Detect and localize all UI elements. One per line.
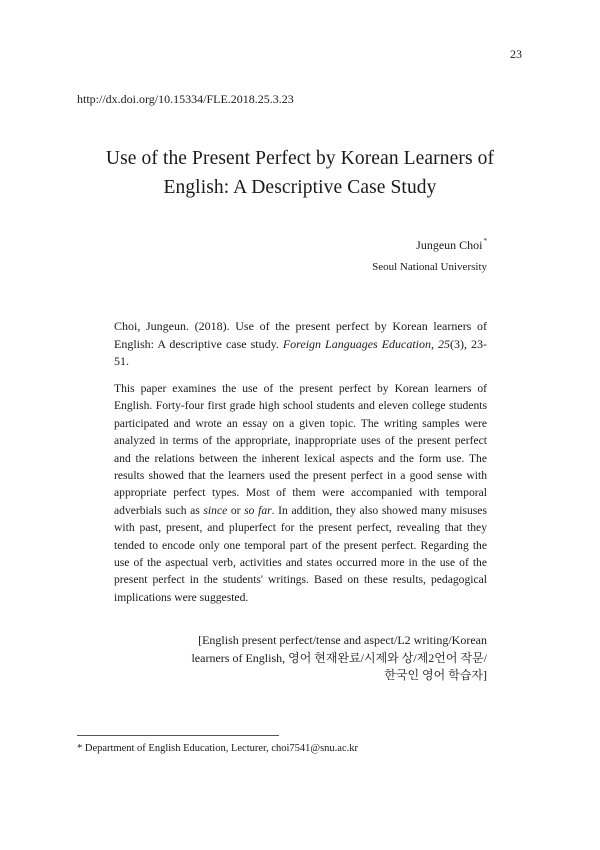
abstract-term-so-far: so far (244, 503, 272, 517)
citation (114, 318, 487, 371)
author-footnote-marker: * (483, 237, 487, 245)
abstract-part-1: This paper examines the use of the present perfect by Korean learners of English. Forty-four first grade high school students and eleven college students participated and wrote an essay on a given topic. The writing samples were analyzed in terms of the appropriate, inappropriate uses of the present perfect and the relations between the inherent lexical aspects and the form use. The results showed that the learners used the present perfect in a good sense with appropriate perfect types. Most of them were accompanied with temporal adverbials such as (114, 382, 487, 517)
abstract-connector: or (230, 503, 241, 517)
keywords-line-2: learners of English, 영어 현재완료/시제와 상/제2언어 작문/ (191, 650, 487, 665)
author-name (416, 238, 487, 253)
title-line-2: English: A Descriptive Case Study (163, 177, 437, 198)
author-name-text: Jungeun Choi (416, 238, 483, 252)
author-affiliation: Seoul National University (372, 261, 487, 273)
abstract-part-2: . In addition, they also showed many misuses with past, present, and pluperfect for the present perfect, revealing that they tended to encode only one temporal part of the present perfect. Regarding the use of the aspectual verb, activities and states occurred more in the use of the present perfect in the students' writings. Based on these results, pedagogical implications were suggested. (114, 503, 487, 604)
keywords (114, 632, 487, 685)
footnote-divider (77, 735, 279, 736)
keywords-line-1: [English present perfect/tense and aspect/L2 writing/Korean (198, 633, 487, 647)
citation-journal: Foreign Languages Education, (282, 336, 435, 351)
citation-rest: (3), 23-51. (114, 336, 488, 368)
doi-link[interactable]: http://dx.doi.org/10.15334/FLE.2018.25.3.23 (77, 92, 294, 106)
page-number: 23 (510, 47, 522, 61)
abstract (114, 380, 487, 606)
citation-prefix: Choi, Jungeun. (2018). Use of the present perfect by Korean learners of English: A descriptive case study. (114, 319, 487, 351)
paper-title (60, 144, 540, 202)
abstract-term-since: since (203, 503, 228, 517)
author-footnote: * Department of English Education, Lecturer, choi7541@snu.ac.kr (77, 743, 358, 754)
title-line-1: Use of the Present Perfect by Korean Learners of (105, 148, 495, 169)
keywords-line-3: 한국인 영어 학습자] (384, 668, 487, 682)
citation-volume: 25 (438, 336, 451, 351)
